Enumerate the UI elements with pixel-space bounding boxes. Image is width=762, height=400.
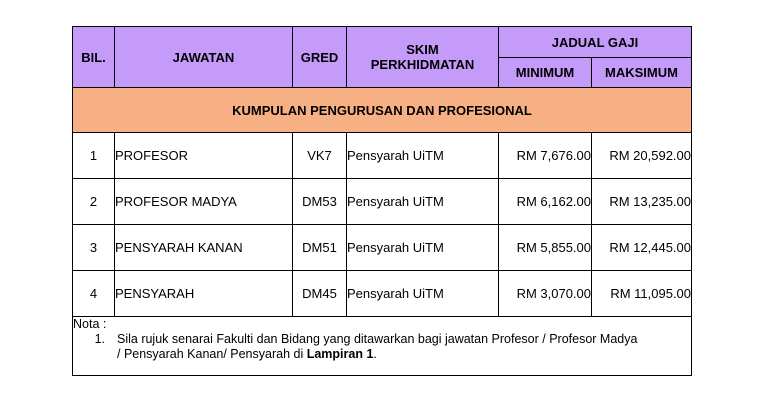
cell-maksimum: RM 12,445.00 [592,225,692,271]
cell-skim: Pensyarah UiTM [347,271,499,317]
lampiran-reference: Lampiran 1 [306,347,374,361]
note-item [73,332,691,362]
header-maksimum: MAKSIMUM [592,58,692,88]
header-skim [347,27,499,88]
cell-minimum: RM 7,676.00 [499,133,592,179]
header-jawatan: JAWATAN [115,27,293,88]
header-skim-label: SKIM PERKHIDMATAN [370,42,475,72]
cell-jawatan: PENSYARAH KANAN [115,225,293,271]
salary-table-container [72,26,690,376]
group-title: KUMPULAN PENGURUSAN DAN PROFESIONAL [73,88,692,133]
cell-maksimum: RM 11,095.00 [592,271,692,317]
cell-jawatan: PROFESOR MADYA [115,179,293,225]
note-cell [73,317,692,376]
cell-bil: 4 [73,271,115,317]
header-row-top [73,27,692,58]
cell-bil: 1 [73,133,115,179]
cell-gred: DM51 [293,225,347,271]
note-label: Nota : [73,317,107,331]
table-row [73,179,692,225]
note-text-line2 [117,347,685,362]
table-row [73,225,692,271]
salary-table [72,26,692,376]
cell-minimum: RM 6,162.00 [499,179,592,225]
note-row [73,317,692,376]
header-minimum: MINIMUM [499,58,592,88]
cell-minimum: RM 5,855.00 [499,225,592,271]
cell-skim: Pensyarah UiTM [347,133,499,179]
table-row [73,271,692,317]
cell-skim: Pensyarah UiTM [347,179,499,225]
cell-minimum: RM 3,070.00 [499,271,592,317]
cell-gred: VK7 [293,133,347,179]
table-row [73,133,692,179]
header-bil: BIL. [73,27,115,88]
header-jadual-gaji: JADUAL GAJI [499,27,692,58]
cell-maksimum: RM 20,592.00 [592,133,692,179]
group-row [73,88,692,133]
cell-jawatan: PENSYARAH [115,271,293,317]
cell-jawatan: PROFESOR [115,133,293,179]
cell-bil: 3 [73,225,115,271]
note-text-line2-prefix: / Pensyarah Kanan/ Pensyarah di [117,347,307,361]
cell-maksimum: RM 13,235.00 [592,179,692,225]
cell-skim: Pensyarah UiTM [347,225,499,271]
note-text-line1: Sila rujuk senarai Fakulti dan Bidang yang ditawarkan bagi jawatan Profesor / Profesor Madya [117,332,638,346]
note-number: 1. [94,332,105,346]
note-text [117,332,691,362]
cell-gred: DM45 [293,271,347,317]
note-text-line2-suffix: . [373,347,377,361]
cell-gred: DM53 [293,179,347,225]
cell-bil: 2 [73,179,115,225]
header-gred: GRED [293,27,347,88]
